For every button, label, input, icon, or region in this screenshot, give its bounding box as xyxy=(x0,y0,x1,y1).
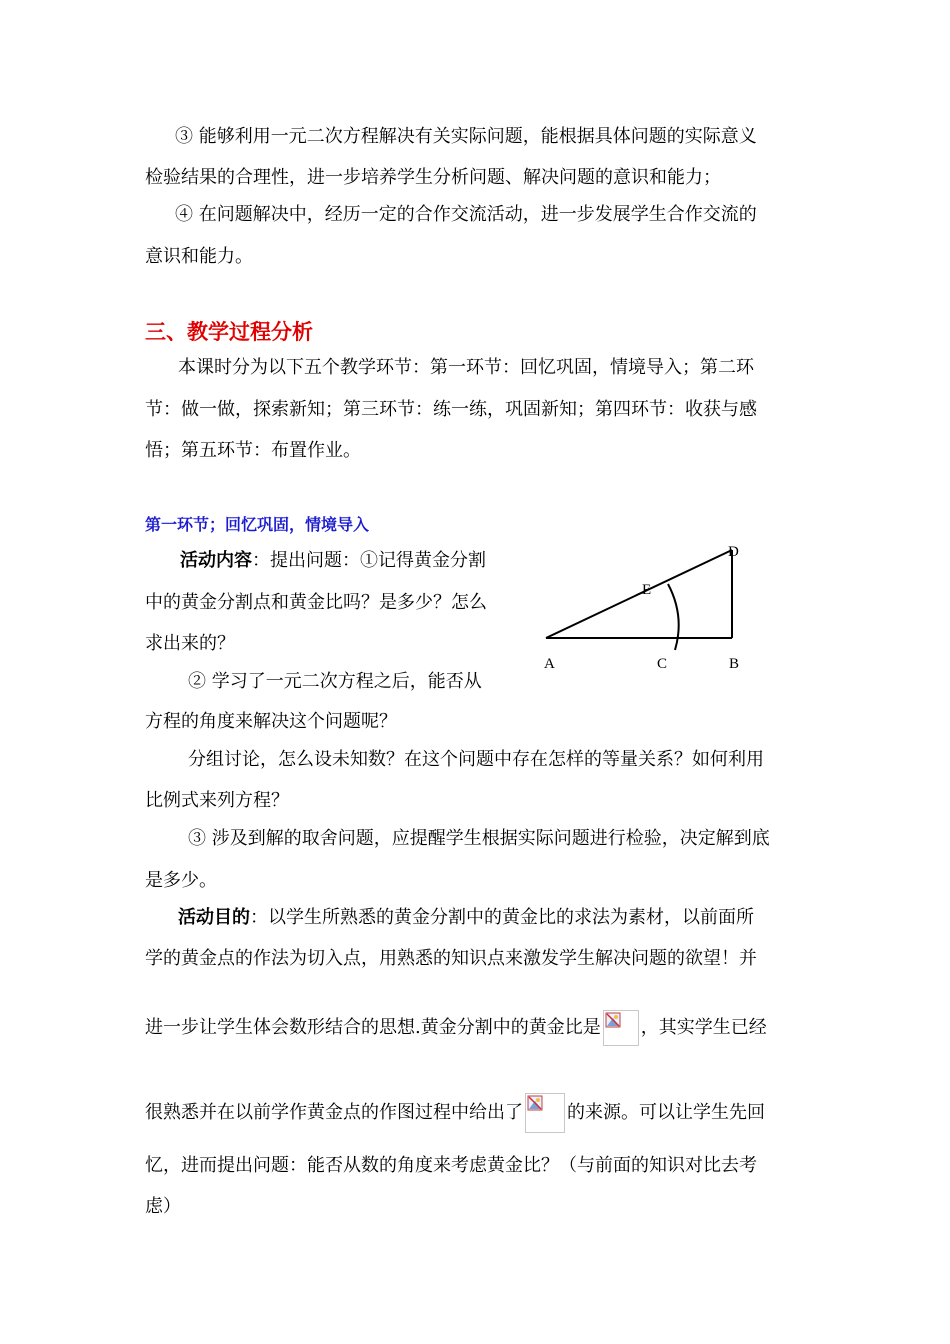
label-c: C xyxy=(657,656,668,672)
purpose-line4 xyxy=(145,1093,765,1133)
purpose-line1 xyxy=(178,906,754,930)
purpose-line5: 忆，进而提出问题：能否从数的角度来考虑黄金比？（与前面的知识对比去考 xyxy=(145,1155,757,1176)
intro-line1: 本课时分为以下五个教学环节：第一环节：回忆巩固，情境导入；第二环 xyxy=(178,357,754,378)
content-line9: 是多少。 xyxy=(145,870,217,891)
objective-4-line1: ④ 在问题解决中，经历一定的合作交流活动，进一步发展学生合作交流的 xyxy=(175,204,757,225)
golden-ratio-source-image xyxy=(525,1093,565,1133)
content-line8: ③ 涉及到解的取舍问题，应提醒学生根据实际问题进行检验，决定解到底 xyxy=(188,828,770,849)
purpose-line6: 虑） xyxy=(145,1196,181,1217)
purpose-line2: 学的黄金点的作法为切入点，用熟悉的知识点来激发学生解决问题的欲望！并 xyxy=(145,948,757,969)
purpose-line3 xyxy=(145,1010,767,1046)
section-heading: 三、教学过程分析 xyxy=(145,320,313,344)
purpose-text-4b: 的来源。可以让学生先回 xyxy=(567,1102,765,1123)
broken-image-icon xyxy=(605,1012,621,1028)
objective-3-line2: 检验结果的合理性，进一步培养学生分析问题、解决问题的意识和能力； xyxy=(145,167,721,188)
objective-3-line1: ③ 能够利用一元二次方程解决有关实际问题，能根据具体问题的实际意义 xyxy=(175,126,757,147)
content-line5: 方程的角度来解决这个问题呢？ xyxy=(145,711,397,732)
purpose-text-3b: ，其实学生已经 xyxy=(640,1017,767,1038)
golden-ratio-formula-image xyxy=(603,1010,639,1046)
content-line7: 比例式来列方程？ xyxy=(145,790,289,811)
purpose-text-4a: 很熟悉并在以前学作黄金点的作图过程中给出了 xyxy=(145,1102,523,1123)
segment-ad xyxy=(546,550,732,638)
purpose-text: ：以学生所熟悉的黄金分割中的黄金比的求法为素材，以前面所 xyxy=(250,907,754,928)
content-line2: 中的黄金分割点和黄金比吗？是多少？怎么 xyxy=(145,592,487,613)
purpose-label: 活动目的 xyxy=(178,907,250,928)
arc-ec xyxy=(668,584,679,650)
broken-image-icon xyxy=(527,1095,543,1111)
label-d: D xyxy=(728,544,739,560)
content-label: 活动内容 xyxy=(180,550,252,571)
label-b: B xyxy=(729,656,740,672)
intro-line3: 悟；第五环节：布置作业。 xyxy=(145,440,361,461)
intro-line2: 节：做一做，探索新知；第三环节：练一练，巩固新知；第四环节：收获与感 xyxy=(145,399,757,420)
golden-section-figure xyxy=(530,538,760,678)
content-text: ：提出问题：①记得黄金分割 xyxy=(252,550,486,571)
label-a: A xyxy=(544,656,555,672)
purpose-text-3a: 进一步让学生体会数形结合的思想.黄金分割中的黄金比是 xyxy=(145,1017,601,1038)
objective-4-line2: 意识和能力。 xyxy=(145,246,253,267)
content-line1 xyxy=(180,549,486,573)
content-line4: ② 学习了一元二次方程之后，能否从 xyxy=(188,671,482,692)
content-line6: 分组讨论，怎么设未知数？在这个问题中存在怎样的等量关系？如何利用 xyxy=(188,749,764,770)
content-line3: 求出来的？ xyxy=(145,633,235,654)
stage-heading: 第一环节；回忆巩固，情境导入 xyxy=(145,515,370,534)
label-e: E xyxy=(642,582,652,598)
